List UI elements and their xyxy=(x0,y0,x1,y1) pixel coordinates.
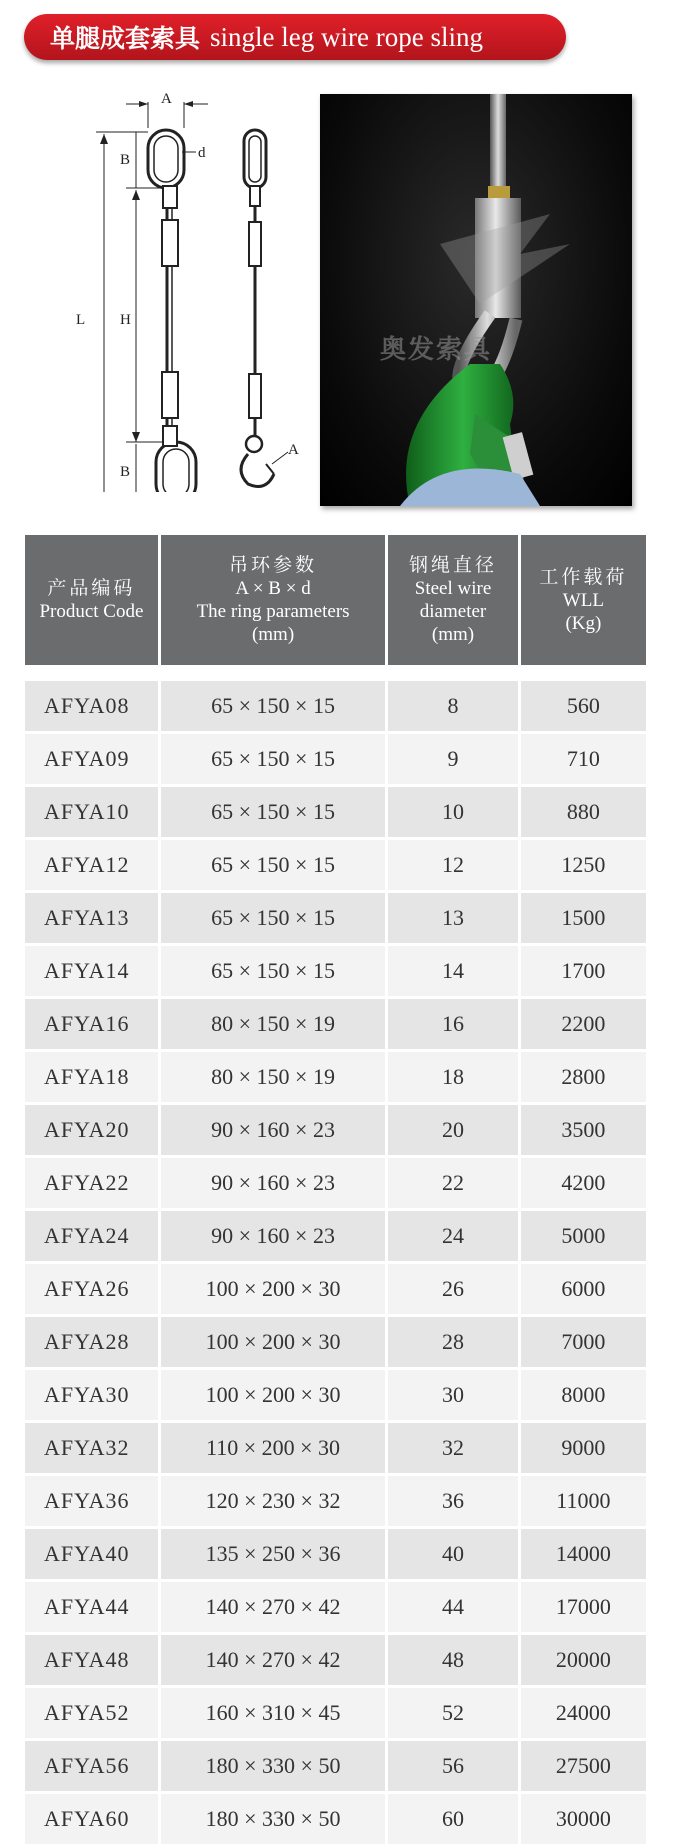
header-en: (Kg) xyxy=(565,612,602,634)
cell-wll: 20000 xyxy=(521,1635,646,1685)
cell-ring-parameters: 180 × 330 × 50 xyxy=(161,1794,385,1844)
cell-product-code: AFYA44 xyxy=(25,1582,158,1632)
cell-wll: 1250 xyxy=(521,840,646,890)
cell-wll: 17000 xyxy=(521,1582,646,1632)
cell-ring-parameters: 100 × 200 × 30 xyxy=(161,1317,385,1367)
cell-wire-diameter: 10 xyxy=(388,787,518,837)
cell-ring-parameters: 90 × 160 × 23 xyxy=(161,1158,385,1208)
title-english: single leg wire rope sling xyxy=(210,21,483,52)
table-row xyxy=(25,1423,646,1473)
table-row xyxy=(25,1211,646,1261)
header-wire-diameter xyxy=(388,535,518,665)
product-photo xyxy=(320,94,632,506)
table-row xyxy=(25,1105,646,1155)
cell-ring-parameters: 65 × 150 × 15 xyxy=(161,787,385,837)
cell-wire-diameter: 28 xyxy=(388,1317,518,1367)
spec-table-body xyxy=(25,681,646,1844)
cell-wll: 7000 xyxy=(521,1317,646,1367)
cell-product-code: AFYA48 xyxy=(25,1635,158,1685)
cell-product-code: AFYA52 xyxy=(25,1688,158,1738)
cell-ring-parameters: 90 × 160 × 23 xyxy=(161,1211,385,1261)
cell-wll: 6000 xyxy=(521,1264,646,1314)
header-en: Product Code xyxy=(39,601,144,622)
cell-ring-parameters: 90 × 160 × 23 xyxy=(161,1105,385,1155)
table-row xyxy=(25,734,646,784)
cell-wll: 24000 xyxy=(521,1688,646,1738)
cell-product-code: AFYA60 xyxy=(25,1794,158,1844)
cell-ring-parameters: 65 × 150 × 15 xyxy=(161,681,385,731)
cell-wll: 11000 xyxy=(521,1476,646,1526)
header-cn: 产品编码 xyxy=(47,577,136,599)
cell-ring-parameters: 135 × 250 × 36 xyxy=(161,1529,385,1579)
cell-product-code: AFYA36 xyxy=(25,1476,158,1526)
cell-product-code: AFYA26 xyxy=(25,1264,158,1314)
cell-product-code: AFYA13 xyxy=(25,893,158,943)
table-row xyxy=(25,1158,646,1208)
label-dim-h: H xyxy=(120,312,131,328)
table-row xyxy=(25,681,646,731)
spec-table xyxy=(22,532,649,1844)
cell-wll: 1700 xyxy=(521,946,646,996)
table-row xyxy=(25,1741,646,1791)
cell-wire-diameter: 60 xyxy=(388,1794,518,1844)
cell-wire-diameter: 14 xyxy=(388,946,518,996)
cell-ring-parameters: 100 × 200 × 30 xyxy=(161,1264,385,1314)
header-cn: 吊环参数 xyxy=(229,554,318,576)
cell-wire-diameter: 52 xyxy=(388,1688,518,1738)
cell-product-code: AFYA24 xyxy=(25,1211,158,1261)
table-row xyxy=(25,1688,646,1738)
cell-ring-parameters: 110 × 200 × 30 xyxy=(161,1423,385,1473)
cell-wll: 27500 xyxy=(521,1741,646,1791)
header-en: diameter xyxy=(419,601,487,622)
header-cn: 钢绳直径 xyxy=(409,554,498,576)
cell-wll: 710 xyxy=(521,734,646,784)
title-banner xyxy=(24,14,566,60)
cell-product-code: AFYA18 xyxy=(25,1052,158,1102)
cell-wll: 2800 xyxy=(521,1052,646,1102)
header-ring-parameters xyxy=(161,535,385,665)
cell-wire-diameter: 16 xyxy=(388,999,518,1049)
cell-product-code: AFYA09 xyxy=(25,734,158,784)
cell-ring-parameters: 65 × 150 × 15 xyxy=(161,893,385,943)
cell-wire-diameter: 44 xyxy=(388,1582,518,1632)
cell-wire-diameter: 24 xyxy=(388,1211,518,1261)
cell-wire-diameter: 40 xyxy=(388,1529,518,1579)
cell-ring-parameters: 65 × 150 × 15 xyxy=(161,840,385,890)
cell-wll: 4200 xyxy=(521,1158,646,1208)
cell-wll: 560 xyxy=(521,681,646,731)
cell-wll: 14000 xyxy=(521,1529,646,1579)
header-en: The ring parameters xyxy=(196,601,350,622)
cell-wire-diameter: 26 xyxy=(388,1264,518,1314)
cell-wire-diameter: 36 xyxy=(388,1476,518,1526)
table-row xyxy=(25,1370,646,1420)
product-photo-svg xyxy=(320,94,632,506)
photo-watermark: 奥发索具 xyxy=(380,335,493,365)
cell-wire-diameter: 13 xyxy=(388,893,518,943)
table-row xyxy=(25,1317,646,1367)
header-en: (mm) xyxy=(431,624,475,645)
cell-wire-diameter: 22 xyxy=(388,1158,518,1208)
label-dim-b-top: B xyxy=(120,152,131,168)
sling-diagram-svg xyxy=(36,92,306,492)
cell-product-code: AFYA56 xyxy=(25,1741,158,1791)
header-row xyxy=(25,535,646,665)
cell-wll: 9000 xyxy=(521,1423,646,1473)
sling-dimension-diagram xyxy=(36,92,306,492)
header-en: A × B × d xyxy=(235,578,311,599)
header-cn: 工作载荷 xyxy=(539,565,628,588)
table-row xyxy=(25,1582,646,1632)
cell-product-code: AFYA22 xyxy=(25,1158,158,1208)
cell-product-code: AFYA12 xyxy=(25,840,158,890)
cell-product-code: AFYA32 xyxy=(25,1423,158,1473)
cell-product-code: AFYA20 xyxy=(25,1105,158,1155)
cell-wll: 30000 xyxy=(521,1794,646,1844)
cell-ring-parameters: 65 × 150 × 15 xyxy=(161,946,385,996)
cell-ring-parameters: 160 × 310 × 45 xyxy=(161,1688,385,1738)
cell-wll: 2200 xyxy=(521,999,646,1049)
cell-wll: 3500 xyxy=(521,1105,646,1155)
cell-wire-diameter: 12 xyxy=(388,840,518,890)
title-chinese: 单腿成套索具 xyxy=(50,24,201,53)
cell-wire-diameter: 9 xyxy=(388,734,518,784)
cell-ring-parameters: 80 × 150 × 19 xyxy=(161,999,385,1049)
cell-ring-parameters: 180 × 330 × 50 xyxy=(161,1741,385,1791)
table-row xyxy=(25,1476,646,1526)
label-dim-a-hook: A xyxy=(288,442,299,458)
cell-wll: 5000 xyxy=(521,1211,646,1261)
cell-product-code: AFYA10 xyxy=(25,787,158,837)
label-dim-b-bottom: B xyxy=(120,464,131,480)
cell-wll: 8000 xyxy=(521,1370,646,1420)
table-row xyxy=(25,893,646,943)
cell-wire-diameter: 56 xyxy=(388,1741,518,1791)
cell-wire-diameter: 20 xyxy=(388,1105,518,1155)
cell-ring-parameters: 140 × 270 × 42 xyxy=(161,1635,385,1685)
table-row xyxy=(25,1052,646,1102)
cell-wire-diameter: 8 xyxy=(388,681,518,731)
cell-product-code: AFYA08 xyxy=(25,681,158,731)
cell-product-code: AFYA16 xyxy=(25,999,158,1049)
table-row xyxy=(25,787,646,837)
cell-wire-diameter: 30 xyxy=(388,1370,518,1420)
cell-ring-parameters: 65 × 150 × 15 xyxy=(161,734,385,784)
label-dim-a: A xyxy=(161,92,172,107)
cell-product-code: AFYA14 xyxy=(25,946,158,996)
table-row xyxy=(25,946,646,996)
table-row xyxy=(25,1264,646,1314)
cell-product-code: AFYA40 xyxy=(25,1529,158,1579)
label-dim-d: d xyxy=(198,145,206,161)
cell-wll: 1500 xyxy=(521,893,646,943)
cell-ring-parameters: 120 × 230 × 32 xyxy=(161,1476,385,1526)
header-wll xyxy=(521,535,646,665)
header-en: (mm) xyxy=(251,624,295,645)
table-row xyxy=(25,1794,646,1844)
header-spacer xyxy=(25,668,646,678)
header-product-code xyxy=(25,535,158,665)
cell-wire-diameter: 48 xyxy=(388,1635,518,1685)
table-row xyxy=(25,999,646,1049)
cell-product-code: AFYA30 xyxy=(25,1370,158,1420)
cell-wll: 880 xyxy=(521,787,646,837)
cell-ring-parameters: 100 × 200 × 30 xyxy=(161,1370,385,1420)
table-row xyxy=(25,1635,646,1685)
cell-product-code: AFYA28 xyxy=(25,1317,158,1367)
cell-wire-diameter: 18 xyxy=(388,1052,518,1102)
label-dim-l: L xyxy=(76,312,86,328)
header-en: Steel wire xyxy=(414,578,492,599)
cell-ring-parameters: 140 × 270 × 42 xyxy=(161,1582,385,1632)
cell-wire-diameter: 32 xyxy=(388,1423,518,1473)
header-en: WLL xyxy=(562,589,604,611)
cell-ring-parameters: 80 × 150 × 19 xyxy=(161,1052,385,1102)
table-row xyxy=(25,840,646,890)
table-row xyxy=(25,1529,646,1579)
